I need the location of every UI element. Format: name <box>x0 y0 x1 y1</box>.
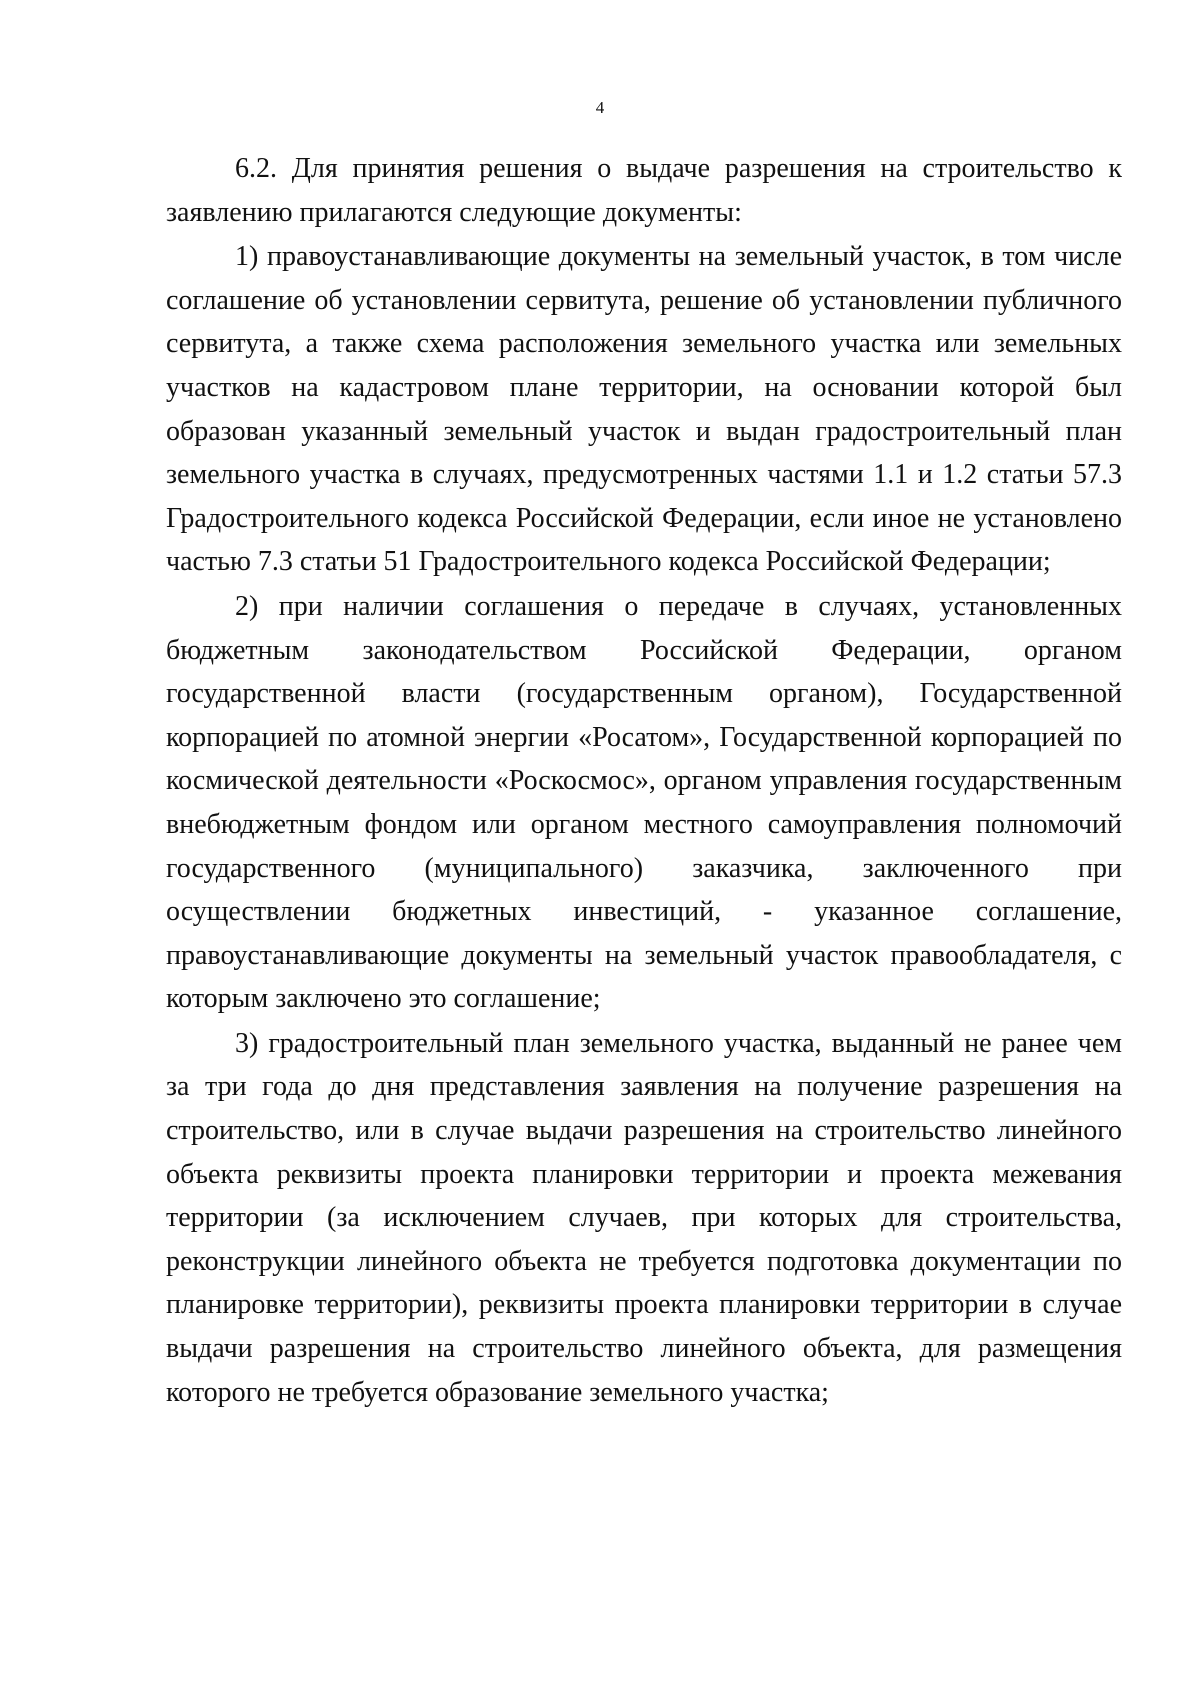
paragraph-6-2: 6.2. Для принятия решения о выдаче разрешения на строительство к заявлению прилагаются следующие документы: <box>166 153 1122 228</box>
document-body <box>166 147 1122 1415</box>
list-item-3: 3) градостроительный план земельного участка, выданный не ранее чем за три года до дня представления заявления на получение разрешения на строительство, или в случае выдачи разрешения на строительство линейного объекта реквизиты проекта планировки территории и проекта межевания территории (за исключением случаев, при которых для строительства, реконструкции линейного объекта не требуется подготовка документации по планировке территории), реквизиты проекта планировки территории в случае выдачи разрешения на строительство линейного объекта, для размещения которого не требуется образование земельного участка; <box>166 1027 1122 1408</box>
list-item-2: 2) при наличии соглашения о передаче в случаях, установленных бюджетным законодательством Российской Федерации, органом государственной власти (государственным органом), Государственной корпорацией по атомной энергии «Росатом», Государственной корпорацией по космической деятельности «Роскосмос», органом управления государственным внебюджетным фондом или органом местного самоуправления полномочий государственного (муниципального) заказчика, заключенного при осуществлении бюджетных инвестиций, - указанное соглашение, правоустанавливающие документы на земельный участок правообладателя, с которым заключено это соглашение; <box>166 590 1122 1015</box>
list-item-1: 1) правоустанавливающие документы на земельный участок, в том числе соглашение об установлении сервитута, решение об установлении публичного сервитута, а также схема расположения земельного участка или земельных участков на кадастровом плане территории, на основании которой был образован указанный земельный участок и выдан градостроительный план земельного участка в случаях, предусмотренных частями 1.1 и 1.2 статьи 57.3 Градостроительного кодекса Российской Федерации, если иное не установлено частью 7.3 статьи 51 Градостроительного кодекса Российской Федерации; <box>166 241 1122 578</box>
page-number: 4 <box>595 98 605 117</box>
